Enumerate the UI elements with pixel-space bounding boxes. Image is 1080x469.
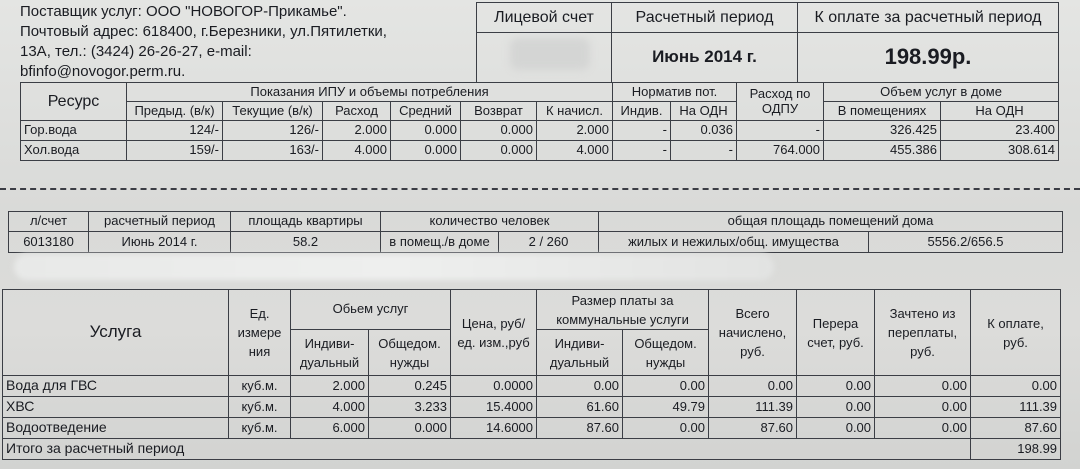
due: 111.39: [971, 397, 1061, 418]
total-row: [3, 439, 1061, 460]
recalc-header: Перера счет, руб.: [797, 290, 875, 376]
due-header: К оплате, руб.: [971, 290, 1061, 376]
col-header: Расход: [323, 102, 391, 121]
supplier-line: 13А, тел.: (3424) 26-26-27, e-mail:: [20, 43, 252, 60]
info-table: [8, 211, 1063, 253]
to-charge: 4.000: [537, 141, 613, 161]
account-label: Лицевой счет: [477, 3, 612, 33]
average: 0.000: [391, 121, 461, 141]
col-header: Возврат: [461, 102, 537, 121]
resource-name: Хол.вода: [21, 141, 127, 161]
unit-header: Ед. измере ния: [229, 290, 291, 376]
norm-ind: -: [613, 121, 671, 141]
supplier-info: [20, 2, 470, 82]
services-table: [2, 289, 1061, 460]
total-charged: 0.00: [709, 376, 797, 397]
account-header: л/счет: [9, 212, 89, 232]
odpu-value: -: [737, 121, 824, 141]
pay-ind: 61.60: [537, 397, 623, 418]
area-value: 58.2: [231, 232, 381, 253]
norm-ind: -: [613, 141, 671, 161]
period-value: Июнь 2014 г.: [612, 33, 798, 83]
house-group-header: Объем услуг в доме: [824, 83, 1059, 102]
price: 0.0000: [451, 376, 537, 397]
pay-common: 0.00: [623, 418, 709, 439]
account-redaction: [510, 38, 590, 70]
col-header: К начисл.: [537, 102, 613, 121]
resource-name: Гор.вода: [21, 121, 127, 141]
total-value: 198.99: [971, 439, 1061, 460]
meters-table: [20, 82, 1059, 161]
supplier-line: bfinfo@novogor.perm.ru.: [20, 63, 186, 80]
col-header: Текущие (в/к): [223, 102, 323, 121]
due-value: 198.99р.: [798, 33, 1059, 83]
supplier-line: Поставщик услуг: ООО "НОВОГОР-Прикамье".: [20, 3, 347, 20]
pay-ind-header: Индиви- дуальный: [537, 330, 623, 376]
service-name: ХВС: [3, 397, 229, 418]
pay-ind: 0.00: [537, 376, 623, 397]
people-value: 2 / 260: [499, 232, 599, 253]
price-header: Цена, руб/ед. изм.,руб: [451, 290, 537, 376]
pay-common: 49.79: [623, 397, 709, 418]
credit: 0.00: [875, 418, 971, 439]
vol-common: 3.233: [369, 397, 451, 418]
house-area-label: жилых и нежилых/общ. имущества: [599, 232, 869, 253]
recalc: 0.00: [797, 376, 875, 397]
due-label: К оплате за расчетный период: [798, 3, 1059, 33]
due: 87.60: [971, 418, 1061, 439]
price: 14.6000: [451, 418, 537, 439]
unit: куб.м.: [229, 418, 291, 439]
period-header: расчетный период: [89, 212, 231, 232]
period-label: Расчетный период: [612, 3, 798, 33]
people-label: в помещ./в доме: [381, 232, 499, 253]
service-name: Водоотведение: [3, 418, 229, 439]
credit-header: Зачтено из переплаты, руб.: [875, 290, 971, 376]
to-charge: 2.000: [537, 121, 613, 141]
vol-ind: 6.000: [291, 418, 369, 439]
house-rooms: 455.386: [824, 141, 941, 161]
usage: 2.000: [323, 121, 391, 141]
table-row: [21, 121, 1059, 141]
address-redaction: [14, 254, 774, 280]
unit: куб.м.: [229, 397, 291, 418]
house-odn: 23.400: [941, 121, 1059, 141]
table-row: [21, 141, 1059, 161]
service-header: Услуга: [3, 290, 229, 376]
service-name: Вода для ГВС: [3, 376, 229, 397]
table-row: [3, 376, 1061, 397]
total-charged: 111.39: [709, 397, 797, 418]
recalc: 0.00: [797, 397, 875, 418]
credit: 0.00: [875, 397, 971, 418]
cut-line: [0, 188, 1080, 190]
supplier-line: Почтовый адрес: 618400, г.Березники, ул.Пятилетки,: [20, 23, 387, 40]
col-header: На ОДН: [941, 102, 1059, 121]
house-rooms: 326.425: [824, 121, 941, 141]
resource-header: Ресурс: [21, 83, 127, 121]
total-charged-header: Всего начислено, руб.: [709, 290, 797, 376]
period-value: Июнь 2014 г.: [89, 232, 231, 253]
people-header: количество человек: [381, 212, 599, 232]
volume-ind-header: Индиви- дуальный: [291, 330, 369, 376]
house-odn: 308.614: [941, 141, 1059, 161]
pay-ind: 87.60: [537, 418, 623, 439]
col-header: На ОДН: [671, 102, 737, 121]
unit: куб.м.: [229, 376, 291, 397]
house-area-value: 5556.2/656.5: [869, 232, 1063, 253]
return: 0.000: [461, 121, 537, 141]
due: 0.00: [971, 376, 1061, 397]
recalc: 0.00: [797, 418, 875, 439]
payment-header: Размер платы за коммунальные услуги: [537, 290, 709, 330]
table-row: [3, 397, 1061, 418]
norm-odn: 0.036: [671, 121, 737, 141]
credit: 0.00: [875, 376, 971, 397]
col-header: Предыд. (в/к): [127, 102, 223, 121]
volume-header: Обьем услуг: [291, 290, 451, 330]
pay-common-header: Общедом. нужды: [623, 330, 709, 376]
norm-group-header: Норматив пот.: [613, 83, 737, 102]
col-header: Средний: [391, 102, 461, 121]
total-label: Итого за расчетный период: [3, 439, 971, 460]
account-number: 6013180: [9, 232, 89, 253]
prev-reading: 159/-: [127, 141, 223, 161]
odpu-value: 764.000: [737, 141, 824, 161]
vol-common: 0.000: [369, 418, 451, 439]
norm-odn: -: [671, 141, 737, 161]
usage: 4.000: [323, 141, 391, 161]
cur-reading: 163/-: [223, 141, 323, 161]
cur-reading: 126/-: [223, 121, 323, 141]
col-header: Индив.: [613, 102, 671, 121]
vol-ind: 4.000: [291, 397, 369, 418]
area-header: площадь квартиры: [231, 212, 381, 232]
ipu-group-header: Показания ИПУ и объемы потребления: [127, 83, 613, 102]
col-header: В помещениях: [824, 102, 941, 121]
total-charged: 87.60: [709, 418, 797, 439]
vol-ind: 2.000: [291, 376, 369, 397]
price: 15.4000: [451, 397, 537, 418]
average: 0.000: [391, 141, 461, 161]
house-area-header: общая площадь помещений дома: [599, 212, 1063, 232]
pay-common: 0.00: [623, 376, 709, 397]
volume-common-header: Общедом. нужды: [369, 330, 451, 376]
return: 0.000: [461, 141, 537, 161]
vol-common: 0.245: [369, 376, 451, 397]
table-row: [3, 418, 1061, 439]
prev-reading: 124/-: [127, 121, 223, 141]
odpu-header: Расход по ОДПУ: [737, 83, 824, 121]
